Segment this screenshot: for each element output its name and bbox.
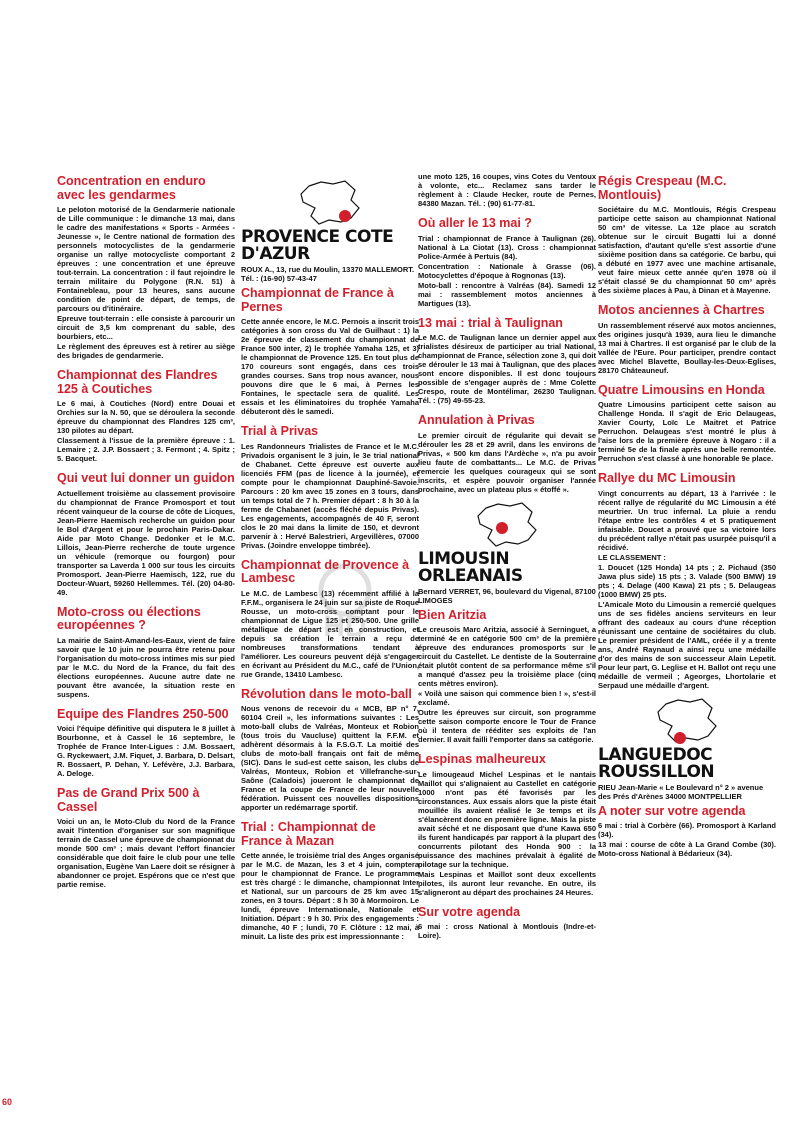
article-paragraph: 13 mai : course de côte à La Grand Combe (30). Moto-cross National à Bédarieux (34). — [598, 840, 776, 858]
headline-regis-crespeau-m-c-montlouis: Régis Crespeau (M.C. Montlouis) — [598, 174, 727, 202]
article-paragraph: Classement à l'issue de la première épreuve : 1. Lemaire ; 2. J.P. Bossaert ; 3. Fermont ; 4. Spitz ; 5. Bacquet. — [57, 436, 235, 463]
column-1 — [57, 172, 235, 890]
article-paragraph: Les Randonneurs Trialistes de France et le M.C. Privadois organisent le 3 juin, le 3e trial national de Chabanet. Cette épreuve est ouverte aux licenciés FFM (pas de licence à la journée), et compte pour le championnat Dauphiné-Savoie. Parcours : 20 km avec 15 zones en 3 tours, dans un temps total de 7 h. Premier départ : 8 h 30 à la ferme de Chabanet (accès fléché depuis Privas). Les engagements, accompagnés de 40 F, seront clos le 20 mai dans la limite de 150, et devront parvenir à : Hervé Balestrieri, Argevillères, 07000 Privas. (Joindre enveloppe timbrée). — [241, 441, 419, 550]
article-paragraph: Moto-ball : rencontre à Valréas (84). Samedi 12 mai : rassemblement motos anciennes à Martigues (13). — [418, 280, 596, 308]
article-paragraph: Un rassemblement réservé aux motos anciennes, des origines jusqu'à 1939, aura lieu le dimanche 13 mai à Chartres. Il est organisé par le club de la vallée de l'Eure. Pour participer, prendre contact avec Michel Blavette, Boullay-les-Deux-Eglises, 28170 Châteauneuf. — [598, 320, 776, 375]
region-title: LIMOUSIN ORLEANAIS — [418, 548, 523, 586]
france-map-icon — [652, 696, 722, 744]
article-paragraph: Epreuve tout-terrain : elle consiste à parcourir un circuit de 3,5 km comprenant du sable, des bourbiers, etc... — [57, 314, 235, 341]
article-paragraph: Le règlement des épreuves est à retirer au siège des brigades de gendarmerie. — [57, 342, 235, 360]
region-header — [241, 178, 419, 283]
article-paragraph: Cette année encore, le M.C. Pernois a inscrit trois catégories à son cross du Val de Guilhaut : 1) la 2e épreuve de classement du championnat de France 500 inter, 2) le trophée Yamaha 125, et 3) le championnat de Provence 125. En tout plus de 170 coureurs sont engagés, dans ces trois grandes courses. Sans trop nous avancer, nous pouvons dire que le 6 mai, à Pernes les Fontaines, le spectacle sera de qualité. Les essais et les éliminatoires du trophée Yamaha débuteront dès le samedi. — [241, 317, 419, 416]
region-address: ROUX A., 13, rue du Moulin, 13370 MALLEMORT. Tél. : (16-90) 57-43-47 — [241, 265, 415, 283]
region-header — [418, 500, 596, 605]
headline-lespinas-malheureux: Lespinas malheureux — [418, 752, 546, 766]
article-paragraph: « Voilà une saison qui commence bien ! », s'est-il exclamé. — [418, 689, 596, 707]
article-paragraph: Nous venons de recevoir du « MCB, BP n° 7, 60104 Creil », les informations suivantes : Les moto-ball clubs de Valréas, Monteux et Robion (tous trois du Vaucluse) quittent la F.F.M. et adhèrent désormais à la F.S.G.T. La moitié des clubs de moto-ball français ont fait de même (SIC). Dans le sud-est cette saison, les clubs de Valréas, Monteux, Robion et Villefranche-sur-Saône (Caladois) joueront le championnat de France et la coupe de France de leur nouvelle fédération. Puissent ces nouvelles dispositions apporter un redémarrage sportif. — [241, 704, 419, 812]
headline-concentration-en-enduro-avec-les-gendarm: Concentration en enduro avec les gendarmes — [57, 174, 206, 202]
headline-qui-veut-lui-donner-un-guidon: Qui veut lui donner un guidon — [57, 471, 235, 485]
article-paragraph: L'Amicale Moto du Limousin a remercié quelques uns de ses fidèles anciens serviteurs en leur offrant des cadeaux au cours d'une réception réunissant une centaine de sociétaires du club. Le premier président de l'AML, créée il y a trente ans, André Raynaud a ainsi reçu une médaille d'or des mains de son successeur Alain Lepetit. Pour leur part, G. Leglise et H. Ballot ont reçu une médaille de vermeil ; Ageorges, Lhortolarie et Serpaud une médaille d'argent. — [598, 599, 776, 690]
article-paragraph: Outre les épreuves sur circuit, son programme cette saison comporte encore le Tour de France où il tentera de rééditer ses exploits de l'an dernier. Il avait failli l'emporter dans sa catégorie. — [418, 708, 596, 744]
headline-ou-aller-le-13-mai: Où aller le 13 mai ? — [418, 216, 532, 230]
article-paragraph: Le peloton motorisé de la Gendarmerie nationale de Lille communique : le dimanche 13 mai, dans le cadre des manifestations « Sports - Armées - Jeunesse », le Centre national de formation des personnels motocyclistes de la gendarmerie organise un rallye motocycliste comportant 2 épreuves : une concentration et une épreuve tout-terrain. La concentration : il faut rejoindre le terrain militaire du Polygone (R.N. 51) à Fontainebleau, pour 13 heures, sans aucune condition de point de départ, de temps, de parcours ou d'itinéraire. — [57, 205, 235, 313]
article-paragraph: Trial : championnat de France à Taulignan (26). National à La Ciotat (13). Cross : championnat Police-Armée à Pertuis (84). — [418, 233, 596, 261]
page-number: 60 — [2, 1097, 13, 1107]
headline-pas-de-grand-prix-500-a-cassel: Pas de Grand Prix 500 à Cassel — [57, 786, 200, 814]
article-paragraph: Sociétaire du M.C. Montlouis, Régis Crespeau participe cette saison au championnat National 50 cm³ de vitesse. La 12e place au scratch obtenue sur le circuit Bugatti lui a donné satisfaction, d'autant qu'elle s'est assortie d'une sixième position dans sa catégorie. Ce barbu, qui a débuté en 1977 avec une machine artisanale, veut faire mieux cette année qu'en 1978 où il s'était classé 9e du championnat 50 cm³ après des sixième places à Pau, à Dinan et à Mayenne. — [598, 205, 776, 295]
headline-13-mai-trial-a-taulignan: 13 mai : trial à Taulignan — [418, 315, 563, 330]
svg-text:HD: HD — [323, 610, 367, 640]
headline-championnat-des-flandres-125-a-coutiches: Championnat des Flandres 125 à Coutiches — [57, 368, 218, 396]
article-paragraph: Le M.C. de Lambesc (13) récemment affilié à la F.F.M., organisera le 24 juin sur sa piste de Roque Rousse, un moto-cross comptant pour le championnat de Ligue 125 et 250-500. Une grille métallique de départ est en construction, et depuis sa création le terrain a reçu de nombreuses transformations tendant à l'améliorer. Les coureurs peuvent déjà s'engager en écrivant au Président du M.C., café de l'Union, rue Grande, 13410 Lambesc. — [241, 588, 419, 679]
headline-rallye-du-mc-limousin: Rallye du MC Limousin — [598, 471, 736, 485]
headline-a-noter-sur-votre-agenda: A noter sur votre agenda — [598, 803, 746, 818]
article-paragraph: 6 mai : cross National à Montlouis (Indre-et-Loire). — [418, 922, 596, 940]
headline-motos-anciennes-a-chartres: Motos anciennes à Chartres — [598, 303, 765, 317]
article-paragraph: une moto 125, 16 coupes, vins Cotes du Ventoux à volonte, etc... Reclamez sans tarder le règlement à : Claude Hecker, route de Pernes, 84380 Mazan. Tél. : (90) 61-77-81. — [418, 172, 596, 208]
headline-annulation-a-privas: Annulation à Privas — [418, 413, 535, 427]
region-address: Bernard VERRET, 96, boulevard du Vigenal, 87100 LIMOGES — [418, 586, 596, 605]
article-paragraph: 1. Doucet (125 Honda) 14 pts ; 2. Pichaud (350 Jawa plus side) 15 pts ; 3. Valade (500 BMW) 19 pts ; 4. Delage (400 Kawa) 21 pts ; 5. Delaugeas (1000 BMW) 25 pts. — [598, 562, 776, 599]
headline-bien-aritzia: Bien Aritzia — [418, 607, 487, 622]
article-paragraph: Cette année, le troisième trial des Anges organisé par le M.C. de Mazan, les 3 et 4 juin, comptera pour le championnat de France. Le programme est très chargé : le dimanche, championnat Inter et National, sur un parcours de 25 km avec 15 zones, en 3 tours. Départ : 8 h 30 à Mormoiron. Le lundi, épreuve Internationale, Nationale et Initiation. Départ : 9 h 30. Prix des engagements : dimanche, 40 F ; lundi, 70 F. Clôture : 12 mai, à minuit. La liste des prix est impressionnante : — [241, 851, 419, 941]
article-paragraph: Vingt concurrents au départ, 13 à l'arrivée : le récent rallye de régularité du MC Limousin a été meurtrier. Un truc infernal. La pluie a rendu l'étape entre les contrôles 4 et 5 pratiquement infaisable. Doucet a prouvé que sa victoire lors du précédent rallye n'était pas usurpée puisqu'il a récidivé. — [598, 488, 776, 552]
article-paragraph: Le M.C. de Taulignan lance un dernier appel aux trialistes désireux de participer au trial National, championnat de France, sélection zone 3, qui doit se dérouler le 13 mai à Taulignan, que des places sont encore disponibles. Il est donc toujours possible de s'engager auprès de : Mme Colette Crespo, route de Montélimar, 26230 Taulignan. Tél. : (75) 49-55-23. — [418, 333, 596, 405]
article-paragraph: Mais Lespinas et Maillot sont deux excellents pilotes, ils auront leur revanche. En outre, ils s'aligneront au départ des prochaines 24 Heures. — [418, 869, 596, 897]
article-paragraph: Voici l'équipe définitive qui disputera le 8 juillet à Bourbonne, et à Cassel le 16 septembre, le Trophée de France Inter-Ligues : J.M. Bossaert, G. Ryckewaert, J.M. Fiquet, J. Barbara, D. Delsart, R. Bossaert, P. Dehan, Y. Lefévère, J.J. Barbara, A. Deloge. — [57, 724, 235, 778]
france-map-icon — [295, 178, 365, 226]
headline-revolution-dans-le-moto-ball: Révolution dans le moto-ball — [241, 686, 412, 701]
column-4 — [598, 172, 776, 859]
headline-quatre-limousins-en-honda: Quatre Limousins en Honda — [598, 382, 765, 397]
article-paragraph: Concentration : Nationale à Grasse (06). Motocyclettes d'époque à Rognonas (13). — [418, 261, 596, 280]
article-paragraph: Voici un an, le Moto-Club du Nord de la France avait l'intention d'organiser sur son magnifique terrain de Cassel une épreuve de championnat du monde 500 cm³ ; mais devant l'effort financier considérable que doit faire le club pour une telle organisation, Eugène Van Laere doit se résigner à abandonner ce projet. Espérons que ce n'est que partie remise. — [57, 817, 235, 889]
region-header — [598, 696, 776, 801]
headline-equipe-des-flandres-250-500: Equipe des Flandres 250-500 — [57, 706, 229, 721]
article-paragraph: 6 mai : trial à Corbère (66). Promosport à Karland (34). — [598, 821, 776, 839]
headline-moto-cross-ou-elections-europeennes: Moto-cross ou élections européennes ? — [57, 604, 201, 632]
headline-sur-votre-agenda: Sur votre agenda — [418, 904, 521, 919]
article-paragraph: Le 6 mai, à Coutiches (Nord) entre Douai et Orchies sur la N. 50, que se déroulera la seconde épreuve du championnat des Flandres 125 cm³, 130 pilotes au départ. — [57, 399, 235, 435]
headline-championnat-de-provence-a-lambesc: Championnat de Provence à Lambesc — [241, 557, 410, 585]
column-2 — [241, 172, 419, 942]
region-title: PROVENCE COTE D'AZUR — [241, 227, 394, 264]
article-paragraph: Le premier circuit de régularite qui devait se dérouler les 28 et 29 avril, dans les environs de Privas, « 500 km dans l'Ardèche », n'a pu avoir lieu faute de combattants... Le M.C. de Privas remercie les quelques courageux qui se sont inscrits, et espère pouvoir organiser l'année prochaine, avec un plateau plus « étoffé ». — [418, 430, 596, 494]
region-address: RIEU Jean-Marie « Le Boulevard n° 2 » avenue des Prés d'Arènes 34000 MONTPELLIER — [598, 782, 764, 801]
hd-watermark-icon — [300, 560, 390, 640]
article-paragraph: LE CLASSEMENT : — [598, 552, 666, 562]
article-paragraph: La mairie de Saint-Amand-les-Eaux, vient de faire savoir que le 10 juin ne pourra être retenu pour l'organisation du moto-cross intimes mis sur pied par le M.C. du Nord de la France, du fait des élections européennes. Aucune autre date ne pouvant être avancée, la situation reste en suspens. — [57, 635, 235, 699]
article-paragraph: Le creusois Marc Aritzia, associé à Serninguet, a terminé 4e en catégorie 500 cm³ de la première épreuve des endurances promosports sur le circuit du Castellet. Le dentiste de la Souterraine était plutôt content de sa performance même s'il a manqué d'assez peu la troisième place (cinq cents mètres environ). — [418, 625, 596, 688]
column-3 — [418, 172, 596, 941]
france-map-icon — [472, 500, 542, 548]
article-paragraph: Le limougeaud Michel Lespinas et le nantais Maillot qui s'alignaient au Castellet en catégorie 1000 n'ont pas été favorisés par les circonstances. Aux essais alors que la piste était mouillée ils avaient réalisé le 3e temps et ils s'élancèrent donc en première ligne. Mais la piste avait séché et ne disposant que d'une Kawa 650 ils furent handicapés par rapport à la plupart des concurrents pilotant des Honda 900 : la puissance des machines prévalait à égalité de pilotage sur la technique. — [418, 769, 596, 869]
region-title: LANGUEDOC ROUSSILLON — [598, 744, 715, 782]
headline-trial-championnat-de-france-a-mazan: Trial : Championnat de France à Mazan — [241, 820, 376, 848]
article-paragraph: Quatre Limousins participent cette saison au Challenge Honda. Il s'agit de Eric Delaugeas, Xavier Courty, Loïc Le Maitret et Patrice Perruchon. Delaugeas s'est montré le plus à l'aise lors de la première épreuve à Nogaro : il a terminé 5e de la finale après une belle remontée. Perruchon s'est classé à une honorable 9e place. — [598, 400, 776, 463]
headline-championnat-de-france-a-pernes: Championnat de France à Pernes — [241, 286, 394, 314]
article-paragraph: Actuellement troisième au classement provisoire du championnat de France Promosport et tout récent vainqueur de la course de côte de Licques, Jean-Pierre Haemisch recherche un guidon pour le Bol d'Argent et pour le prochain Paris-Dakar. Aide par Moto Change. Dedonker et le M.C. Lillois, Jean-Pierre recherche de toute urgence un véhicule (remorque ou fourgon) pour transporter sa Laverda 1 000 sur tous les circuits Promosport. Jean-Pierre Haemisch, 122, rue du Docteur-Wuart, 59260 Hellemmes. Tél. (20) 04-80-49. — [57, 488, 235, 597]
headline-trial-a-privas: Trial à Privas — [241, 424, 319, 438]
